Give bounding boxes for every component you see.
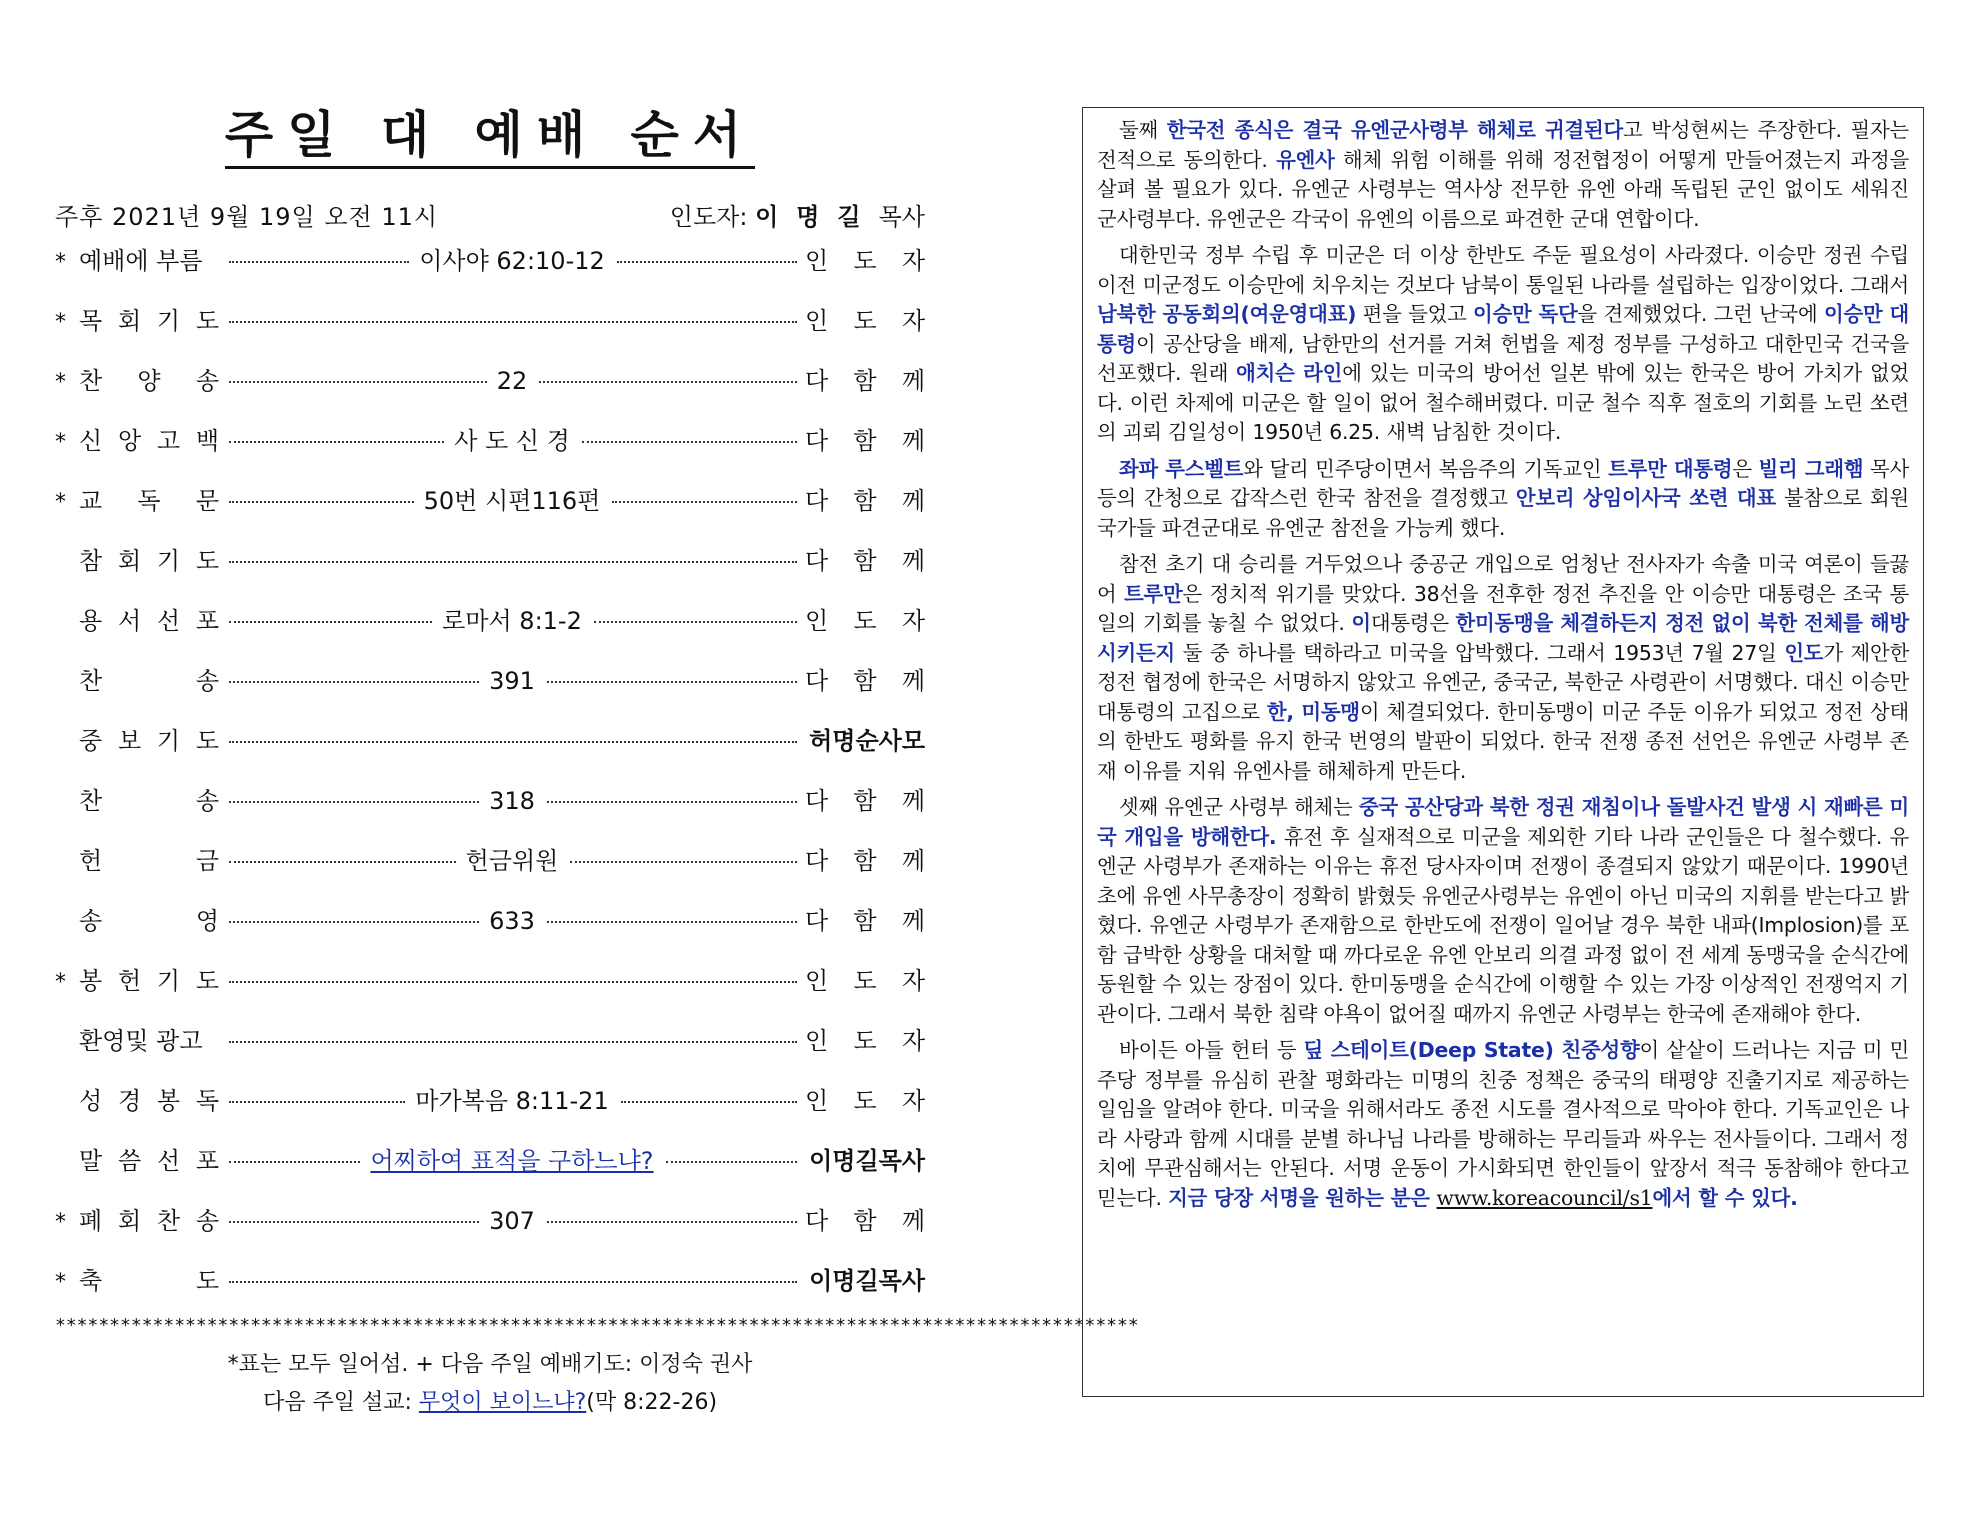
order-row [55,901,925,961]
dot-leader [229,321,797,323]
order-leader: 다 함 께 [805,847,925,875]
order-detail: 633 [489,907,535,935]
order-leader: 다 함 께 [805,1207,925,1235]
order-leader: 다 함 께 [805,547,925,575]
order-detail: 318 [489,787,535,815]
order-label: 신 앙 고 백 [79,427,219,455]
order-row [55,361,925,421]
order-row [55,721,925,781]
order-detail: 사 도 신 경 [454,427,570,455]
dot-leader [617,261,797,263]
dot-leader [547,801,797,803]
dot-leader [612,501,797,503]
order-label: 중 보 기 도 [79,727,219,755]
order-leader: 인 도 자 [805,967,925,995]
standing-mark: * [55,1270,66,1295]
standing-mark: * [55,430,66,455]
order-detail: 마가복음 8:11-21 [415,1087,609,1115]
order-leader: 다 함 께 [805,787,925,815]
order-label: 축 도 [79,1267,219,1295]
order-row [55,1141,925,1201]
standing-mark: * [55,310,66,335]
order-label: 용 서 선 포 [79,607,219,635]
order-row [55,661,925,721]
order-leader: 인 도 자 [805,1027,925,1055]
dot-leader [547,681,797,683]
order-detail: 391 [489,667,535,695]
order-row [55,241,925,301]
article-paragraph: 둘째 한국전 종식은 결국 유엔군사령부 해체로 귀결된다고 박성현씨는 주장한다. 필자는 전적으로 동의한다. 유엔사 해체 위험 이해를 위해 정전협정이 어떻게 만들어졌는지 과정을 살펴 볼 필요가 있다. 유엔군 사령부는 역사상 전무한 유엔 아래 독립된 군인 없이도 세워진 군사령부다. 유엔군은 각국이 유엔의 이름으로 파견한 군대 연합이다. [1097,118,1910,231]
dot-leader [229,1161,360,1163]
order-leader: 다 함 께 [805,427,925,455]
dot-leader [539,381,797,383]
order-leader: 다 함 께 [805,367,926,395]
order-label: 찬 송 [79,667,219,695]
order-row [55,301,925,361]
order-leader: 인 도 자 [805,1087,925,1115]
order-row [55,1081,925,1141]
footer-notes [55,1346,925,1422]
petition-link[interactable]: www.koreacouncil/s1 [1436,1185,1653,1210]
order-row [55,1201,925,1261]
dot-leader [229,1221,479,1223]
order-detail: 22 [496,367,528,395]
order-leader: 다 함 께 [805,667,925,695]
dot-leader [582,441,797,443]
order-detail: 헌금위원 [465,847,559,875]
page-title: 주일 대 예배 순서 [55,95,925,167]
order-detail: 로마서 8:1-2 [442,607,582,635]
order-row [55,961,925,1021]
order-label: 찬 양 송 [79,367,219,395]
order-row [55,841,925,901]
order-row [55,541,925,601]
dot-leader [621,1101,797,1103]
article-box [1082,107,1924,1397]
next-sermon-note: 다음 주일 설교: 무엇이 보이느냐?(막 8:22-26) [262,1390,718,1415]
order-label: 봉 헌 기 도 [79,967,219,995]
order-leader: 다 함 께 [805,907,925,935]
article-paragraph: 셋째 유엔군 사령부 해체는 중국 공산당과 북한 정권 재침이나 돌발사건 발생 시 재빠른 미국 개입을 방해한다. 휴전 후 실재적으로 미군을 제외한 기타 나라 군인들은 다 철수했다. 유엔군 사령부가 존재하는 이유는 휴전 당사자이며 전쟁이 종결되지 않았기 때문이다. 1990년 초에 유엔 사무총장이 정확히 밝혔듯 유엔군사령부는 유엔이 아닌 미국의 지휘를 받는다고 밝혔다. 유엔군 사령부가 존재함으로 한반도에 전쟁이 일어날 경우 북한 내파(Implosion)를 포함 급박한 상황을 대처할 때 까다로운 유엔 안보리 의결 과정 없이 전 세계 동맹국을 순식간에 동원할 수 있는 장점이 있다. 한미동맹을 순식간에 이행할 수 있는 가장 이상적인 전쟁억지 기관이다. 그래서 북한 침략 야욕이 없어질 때까지 유엔군 사령부는 한국에 존재해야 한다. [1097,795,1909,1026]
order-detail: 50번 시편116편 [423,487,601,515]
service-header [55,197,925,237]
dot-leader [594,621,797,623]
standing-mark: * [55,250,66,275]
order-label: 성 경 봉 독 [79,1087,219,1115]
order-leader: 이명길목사 [809,1267,925,1295]
order-detail: 307 [489,1207,535,1235]
dot-leader [229,561,797,563]
dot-leader [229,1101,405,1103]
order-list [55,241,925,1321]
dot-leader [229,921,479,923]
standing-mark: * [55,370,66,395]
standing-mark: * [55,1210,66,1235]
service-date: 주후 2021년 9월 19일 오전 11시 [55,203,439,231]
leader-name: 이명길 [755,203,879,231]
order-label: 참 회 기 도 [79,547,219,575]
order-detail: 이사야 62:10-12 [419,247,605,275]
order-label: 목 회 기 도 [79,307,219,335]
order-leader: 이명길목사 [809,1147,925,1175]
dot-leader [229,981,797,983]
order-row [55,1261,925,1321]
order-label: 찬 송 [79,787,219,815]
dot-leader [666,1161,797,1163]
dot-leader [229,1041,797,1043]
article-paragraph: 바이든 아들 헌터 등 딮 스테이트(Deep State) 친중성향이 샅샅이 드러나는 지금 미 민주당 정부를 유심히 관찰 평화라는 미명의 친중 정책은 중국의 태평양 진출기지로 제공하는 일임을 알려야 한다. 미국을 위해서라도 종전 시도를 결사적으로 막아야 한다. 기독교인은 나라 사랑과 함께 시대를 분별 하나님 나라를 방해하는 무리들과 싸우는 전사들이다. 그래서 정치에 무관심해서는 안된다. 서명 운동이 가시화되면 한인들이 앞장서 적극 동참해야 한다고 믿는다. 지금 당장 서명을 원하는 분은 www.koreacouncil/s1에서 할 수 있다. [1097,1038,1910,1210]
order-label: 환영및 광고 [79,1027,203,1055]
sermon-title-link[interactable]: 어찌하여 표적을 구하느냐? [370,1147,654,1175]
order-row [55,421,925,481]
order-leader: 인 도 자 [805,607,925,635]
order-label: 헌 금 [79,847,219,875]
article-paragraph: 좌파 루스벨트와 달리 민주당이면서 복음주의 기독교인 트루만 대통령은 빌리 그래햄 목사 등의 간청으로 갑작스런 한국 참전을 결정했고 안보리 상임이사국 쏘련 대표 불참으로 회원 국가들 파견군대로 유엔군 참전을 가능케 했다. [1097,456,1910,540]
standing-note: *표는 모두 일어섬. + 다음 주일 예배기도: 이정숙 권사 [227,1352,753,1377]
order-row [55,781,925,841]
dot-leader [229,621,432,623]
standing-mark: * [55,970,66,995]
dot-leader [547,921,797,923]
order-row [55,601,925,661]
order-row [55,1021,925,1081]
dot-leader [229,801,479,803]
dot-leader [229,261,409,263]
dot-leader [570,861,797,863]
next-sermon-link[interactable]: 무엇이 보이느냐? [418,1390,587,1415]
star-divider: **************************************************************************************************** [55,1315,1139,1336]
dot-leader [229,681,479,683]
worship-order [55,95,1139,1422]
order-row [55,481,925,541]
dot-leader [229,381,487,383]
order-label: 교 독 문 [79,487,219,515]
order-label: 말 씀 선 포 [79,1147,219,1175]
dot-leader [229,861,456,863]
dot-leader [229,741,797,743]
dot-leader [229,1281,797,1283]
article-paragraph: 참전 초기 대 승리를 거두었으나 중공군 개입으로 엄청난 전사자가 속출 미국 여론이 들끓어 트루만은 정치적 위기를 맞았다. 38선을 전후한 정전 추진을 안 이승만 대통령은 조국 통일의 기회를 놓칠 수 없었다. 이대통령은 한미동맹을 체결하든지 정전 없이 북한 전체를 해방시키든지 둘 중 하나를 택하라고 미국을 압박했다. 그래서 1953년 7월 27일 인도가 제안한 정전 협정에 한국은 서명하지 않았고 유엔군, 중국군, 북한군 사령관이 서명했다. 대신 이승만 대통령의 고집으로 한, 미동맹이 체결되었다. 한미동맹이 미군 주둔 이유가 되었고 정전 상태의 한반도 평화를 유지 한국 번영의 발판이 되었다. 한국 전쟁 종전 선언은 유엔군 사령부 존재 이유를 지워 유엔사를 해체하게 만든다. [1097,552,1910,783]
order-leader: 허명순사모 [809,727,925,755]
dot-leader [229,441,444,443]
order-leader: 인 도 자 [805,307,925,335]
dot-leader [547,1221,797,1223]
service-leader: 인도자: 이명길목사 [669,203,925,231]
article-paragraph: 대한민국 정부 수립 후 미군은 더 이상 한반도 주둔 필요성이 사라졌다. 이승만 정권 수립 이전 미군정도 이승만에 치우치는 것보다 남북이 통일된 나라를 설립하는 입장이었다. 그래서 남북한 공동회의(여운영대표) 편을 들었고 이승만 독단을 견제했었다. 그런 난국에 이승만 대통령이 공산당을 배제, 남한만의 선거를 거쳐 헌법을 제정 정부를 구성하고 대한민국 건국을 선포했다. 원래 애치슨 라인에 있는 미국의 방어선 일본 밖에 있는 한국은 방어 가치가 없었다. 이런 차제에 미군은 할 일이 없어 철수해버렸다. 미군 철수 직후 절호의 기회를 노린 쏘련의 괴뢰 김일성이 1950년 6.25. 새벽 남침한 것이다. [1097,243,1909,444]
order-leader: 다 함 께 [805,487,925,515]
order-label: 예배에 부름 [79,247,203,275]
dot-leader [229,501,414,503]
standing-mark: * [55,490,66,515]
order-leader: 인 도 자 [805,247,926,275]
order-label: 폐 회 찬 송 [79,1207,219,1235]
order-label: 송 영 [79,907,219,935]
